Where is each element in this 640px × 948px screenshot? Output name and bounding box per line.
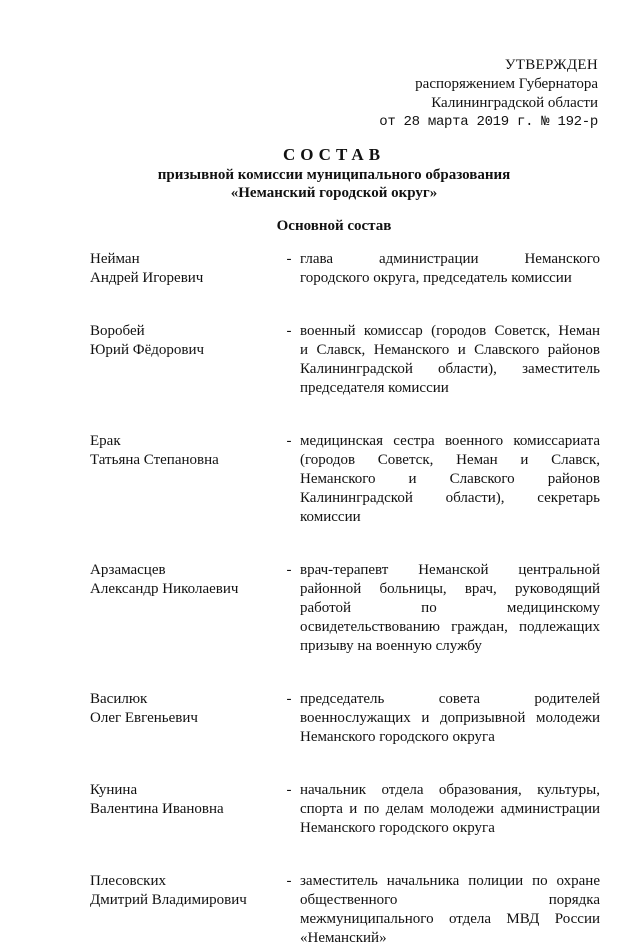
approval-stamp [378, 56, 598, 132]
member-dash: - [286, 782, 292, 798]
member-role-line: председателя комиссии [300, 380, 449, 396]
member-role-line: комиссии [300, 509, 361, 525]
member-row [90, 250, 600, 288]
member-role-line: и Славск, Неманского и Славского районов [300, 342, 600, 358]
member-role-line: председатель совета родителей [300, 691, 600, 707]
member-surname: Воробей [90, 323, 145, 339]
member-name [90, 561, 278, 656]
member-role [300, 561, 600, 656]
member-role-line: городского округа, председатель комиссии [300, 270, 572, 286]
member-given-name: Валентина Ивановна [90, 801, 224, 817]
member-role-line: медицинская сестра военного комиссариата [300, 433, 600, 449]
member-role-line: Калининградской области), заместитель [300, 361, 600, 377]
member-dash: - [286, 323, 292, 339]
member-dash: - [286, 691, 292, 707]
approval-line-1: распоряжением Губернатора [415, 76, 598, 92]
section-title: Основной состав [276, 218, 392, 234]
member-role-line: Неманского городского округа [300, 729, 495, 745]
member-given-name: Александр Николаевич [90, 581, 239, 597]
member-name [90, 432, 278, 527]
document-subtitle-2: «Неманский городской округ» [230, 185, 438, 201]
member-name [90, 872, 278, 948]
member-row [90, 690, 600, 747]
member-given-name: Татьяна Степановна [90, 452, 219, 468]
document-heading [0, 144, 640, 202]
member-role-line: начальник отдела образования, культуры, [300, 782, 600, 798]
member-role [300, 872, 600, 948]
member-name [90, 690, 278, 747]
member-role-line: районной больницы, врач, руководящий [300, 581, 600, 597]
member-role-line: «Неманский» [300, 930, 387, 946]
member-row [90, 561, 600, 656]
member-role-line: освидетельствованию граждан, подлежащих [300, 619, 600, 635]
member-role [300, 781, 600, 838]
member-dash: - [286, 251, 292, 267]
member-role-line: общественного порядка [300, 892, 600, 908]
member-surname: Плесовских [90, 873, 166, 889]
members-list [90, 250, 600, 948]
member-surname: Василюк [90, 691, 148, 707]
member-surname: Нейман [90, 251, 140, 267]
member-role-line: врач-терапевт Неманской центральной [300, 562, 600, 578]
member-role-line: спорта и по делам молодежи администрации [300, 801, 600, 817]
member-given-name: Дмитрий Владимирович [90, 892, 247, 908]
member-role-line: работой по медицинскому [300, 600, 600, 616]
member-role [300, 432, 600, 527]
member-row [90, 322, 600, 398]
member-role-line: заместитель начальника полиции по охране [300, 873, 600, 889]
document-subtitle-1: призывной комиссии муниципального образования [157, 167, 511, 183]
member-role-line: Неманского городского округа [300, 820, 495, 836]
member-given-name: Юрий Фёдорович [90, 342, 205, 358]
member-surname: Кунина [90, 782, 138, 798]
approval-title: УТВЕРЖДЕН [504, 57, 598, 73]
member-role [300, 250, 600, 288]
member-given-name: Олег Евгеньевич [90, 710, 198, 726]
member-role-line: (городов Советск, Неман и Славск, [300, 452, 600, 468]
member-row [90, 781, 600, 838]
member-row [90, 872, 600, 948]
member-role-line: глава администрации Неманского [300, 251, 600, 267]
member-name [90, 322, 278, 398]
member-dash: - [286, 873, 292, 889]
member-row [90, 432, 600, 527]
member-role [300, 690, 600, 747]
member-given-name: Андрей Игоревич [90, 270, 204, 286]
member-role-line: военнослужащих и допризывной молодежи [300, 710, 600, 726]
member-dash: - [286, 562, 292, 578]
member-role-line: Неманского и Славского районов [300, 471, 600, 487]
member-surname: Арзамасцев [90, 562, 166, 578]
member-name [90, 781, 278, 838]
document-title: СОСТАВ [282, 145, 386, 164]
member-role [300, 322, 600, 398]
member-role-line: призыву на военную службу [300, 638, 482, 654]
member-role-line: межмуниципального отдела МВД России [300, 911, 600, 927]
member-role-line: военный комиссар (городов Советск, Неман [300, 323, 600, 339]
member-role-line: Калининградской области), секретарь [300, 490, 600, 506]
member-surname: Ерак [90, 433, 121, 449]
approval-line-2: Калининградской области [431, 95, 598, 111]
member-dash: - [286, 433, 292, 449]
approval-date: от 28 марта 2019 г. № 192-р [379, 114, 598, 130]
member-name [90, 250, 278, 288]
